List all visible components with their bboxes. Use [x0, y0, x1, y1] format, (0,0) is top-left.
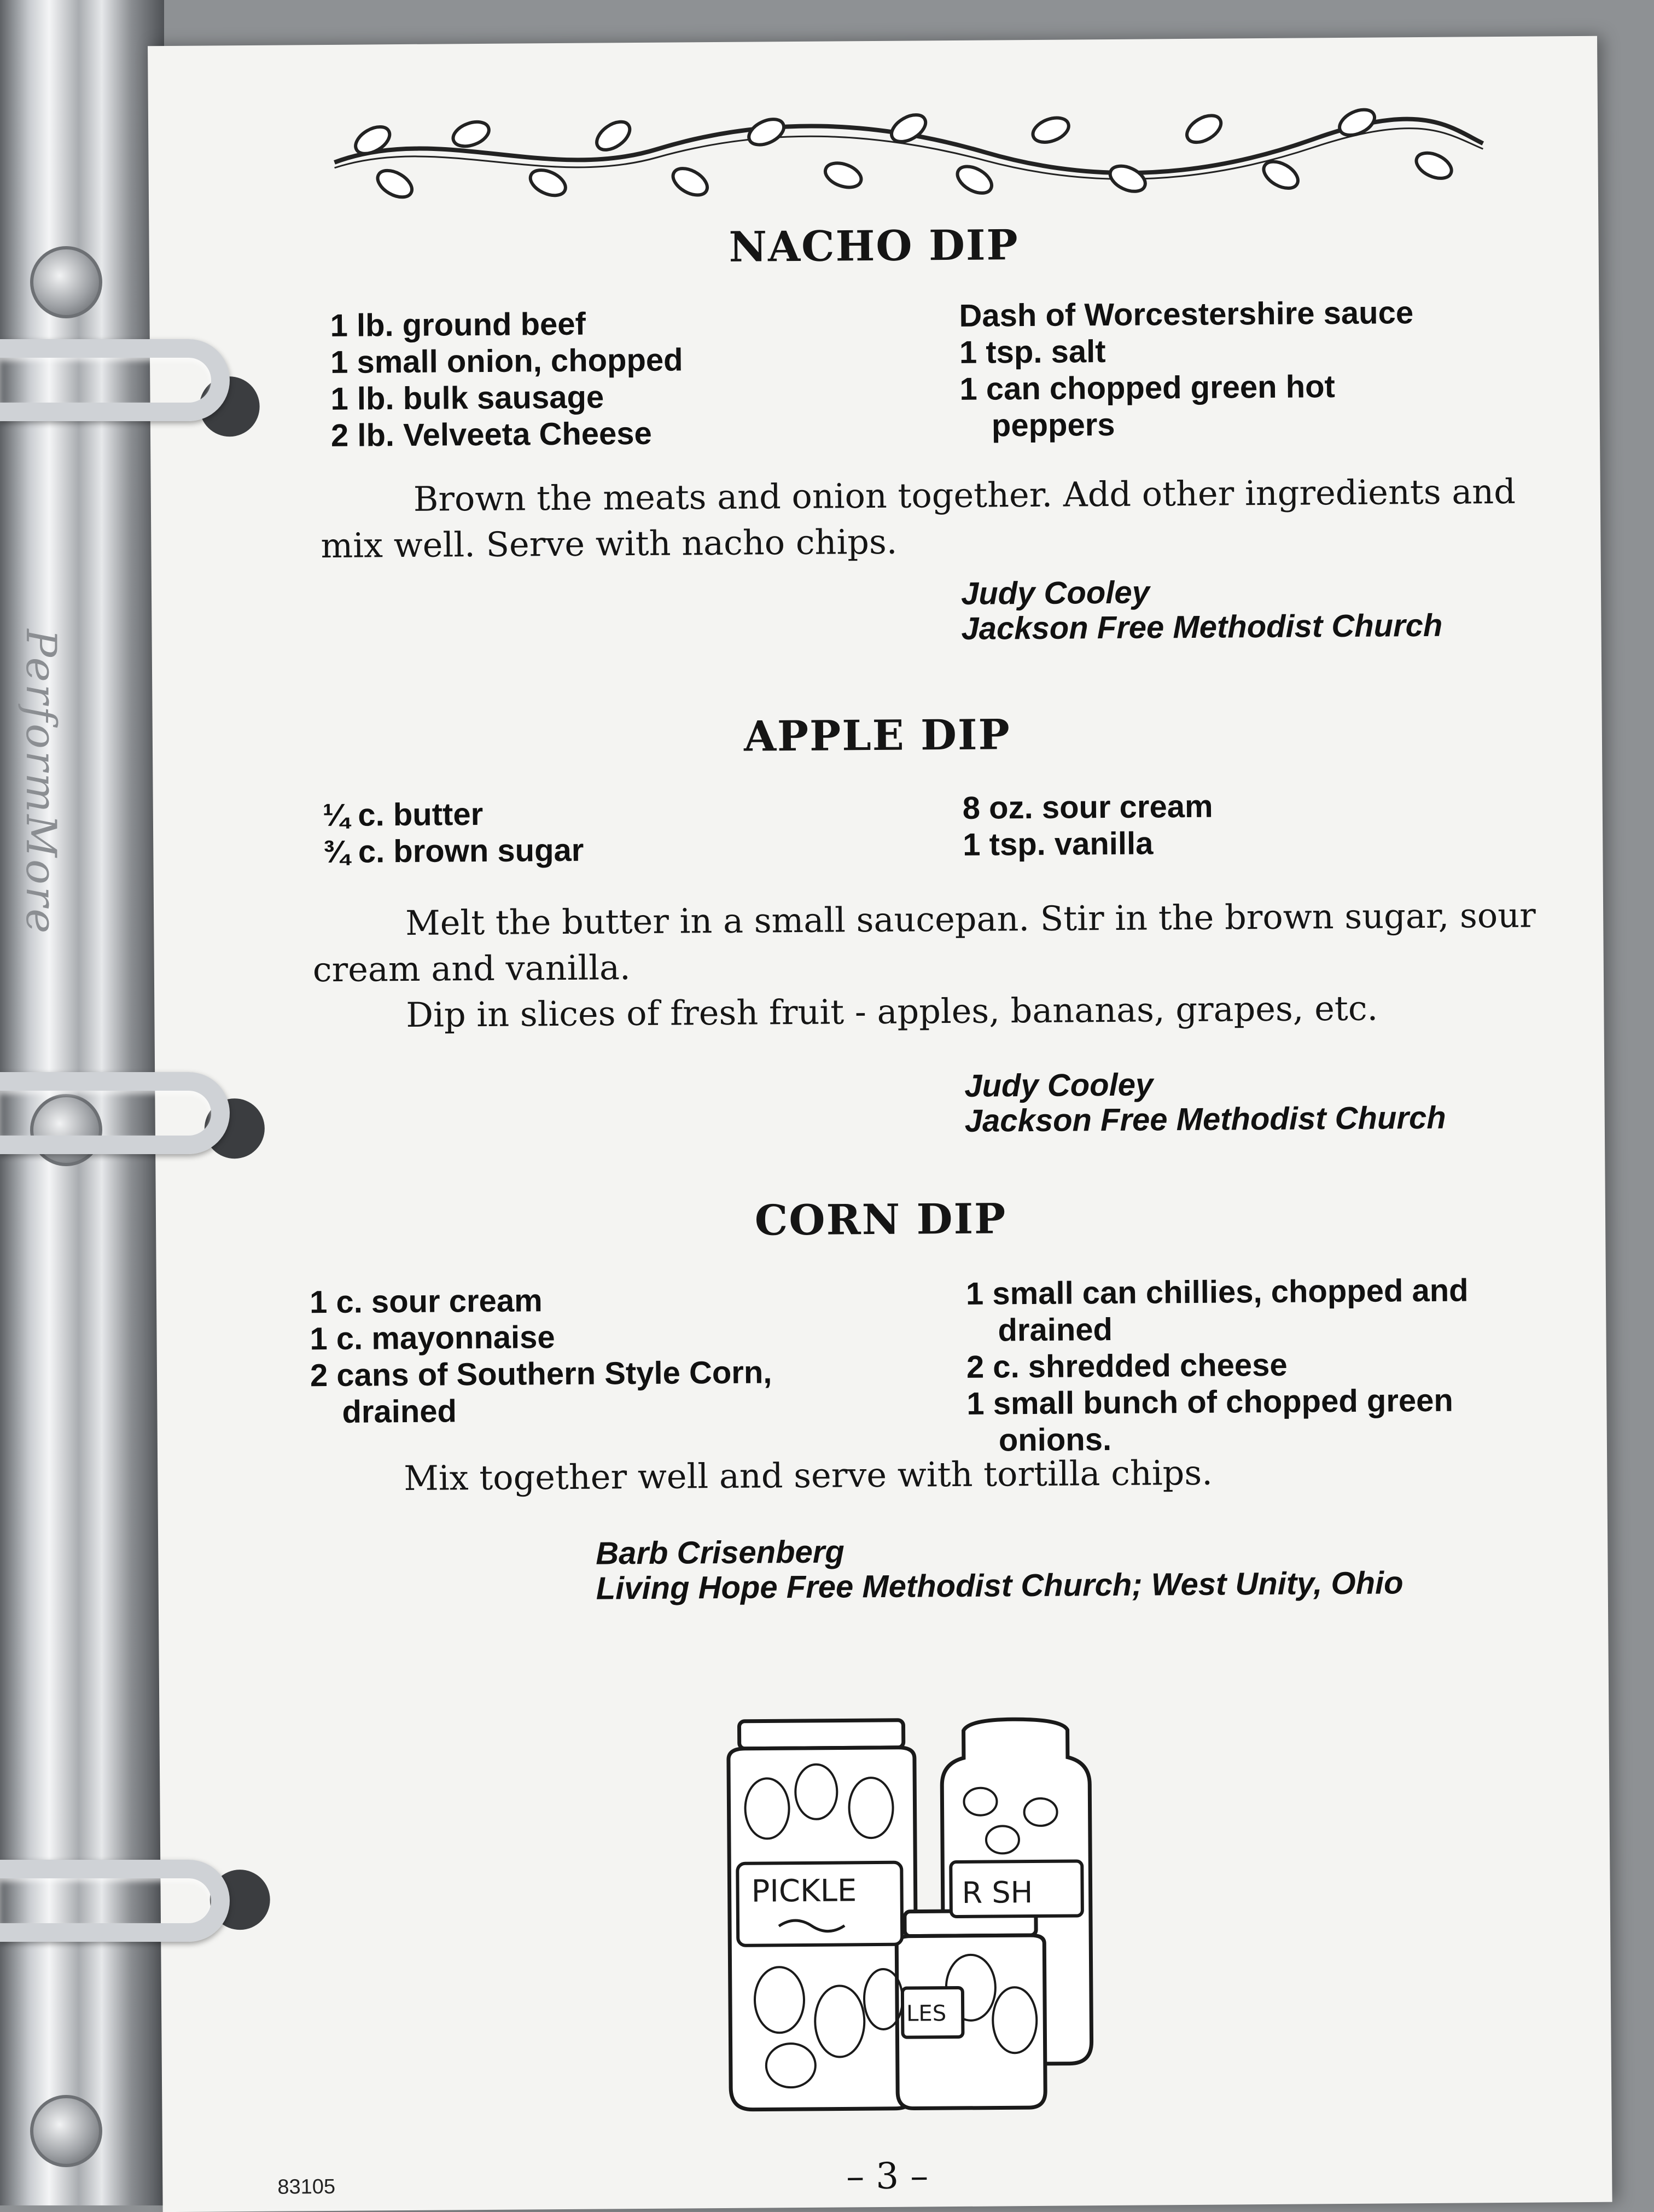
- recipe-title: NACHO DIP: [729, 220, 1019, 271]
- ingredient-line: 1 c. mayonnaise: [310, 1319, 555, 1357]
- recipe-directions: [312, 893, 1539, 1039]
- ingredient-line: drained: [342, 1393, 457, 1430]
- direction-paragraph: Brown the meats and onion together. Add other ingredients and mix well. Serve with nacho chips.: [321, 471, 1516, 566]
- recipe-directions: [311, 1448, 1536, 1503]
- ingredient-line: 1 c. sour cream: [309, 1283, 543, 1320]
- recipe-title: CORN DIP: [754, 1194, 1007, 1245]
- ingredient-line: 1 tsp. vanilla: [963, 825, 1154, 863]
- ingredient-line: 2 c. shredded cheese: [966, 1347, 1288, 1385]
- ingredients-right: [966, 1272, 1470, 1458]
- binder-rivet: [30, 246, 102, 318]
- credit-name: Barb Crisenberg: [596, 1534, 845, 1571]
- jar-label-pickle: PICKLE: [751, 1873, 857, 1910]
- jar-label-small: LES: [906, 2001, 947, 2027]
- footer-code: 83105: [277, 2175, 336, 2199]
- direction-paragraph: Dip in slices of fresh fruit - apples, bananas, grapes, etc.: [406, 988, 1378, 1035]
- recipe-directions: [321, 469, 1524, 569]
- ingredient-line: 1 lb. bulk sausage: [330, 379, 604, 417]
- binder-brand: PerformMore: [17, 629, 66, 936]
- credit-church: Jackson Free Methodist Church: [961, 607, 1443, 647]
- recipe-credit: [964, 1066, 1446, 1139]
- ingredient-line: 1 small bunch of chopped green: [966, 1382, 1454, 1422]
- direction-paragraph: Melt the butter in a small saucepan. Stir in the brown sugar, sour cream and vanilla.: [312, 895, 1536, 990]
- direction-paragraph: Mix together well and serve with tortilla chips.: [404, 1452, 1213, 1499]
- page-number: – 3 –: [846, 2155, 929, 2198]
- recipe-page: [148, 36, 1612, 2212]
- ingredient-line: 2 cans of Southern Style Corn,: [310, 1354, 772, 1394]
- binder-ring: [0, 1860, 230, 1942]
- ingredients-left: [323, 795, 584, 870]
- ingredients-left: [310, 1280, 772, 1430]
- recipe-credit: [596, 1530, 1403, 1606]
- ingredient-line: ¼ c. butter: [322, 796, 484, 834]
- credit-church: Living Hope Free Methodist Church; West Unity, Ohio: [596, 1565, 1403, 1606]
- ingredient-line: Dash of Worcestershire sauce: [959, 295, 1414, 334]
- ingredient-line: 1 tsp. salt: [959, 334, 1106, 370]
- ingredient-line: 1 small can chillies, chopped and: [965, 1272, 1469, 1312]
- ingredient-line: onions.: [998, 1422, 1112, 1458]
- ingredient-line: 8 oz. sour cream: [962, 788, 1213, 826]
- ingredient-line: 1 can chopped green hot: [959, 369, 1336, 407]
- ingredients-left: [330, 305, 683, 453]
- ingredient-line: 1 small onion, chopped: [330, 342, 683, 380]
- ingredient-line: ¾ c. brown sugar: [323, 832, 584, 870]
- credit-name: Judy Cooley: [964, 1067, 1154, 1104]
- recipe-credit: [961, 573, 1443, 647]
- recipe-title: APPLE DIP: [743, 710, 1011, 761]
- vine-ornament: [329, 94, 1489, 201]
- pickle-jars-illustration: [706, 1713, 1157, 2121]
- credit-church: Jackson Free Methodist Church: [964, 1099, 1446, 1139]
- binder-rivet: [30, 2095, 102, 2167]
- ingredient-line: drained: [998, 1311, 1113, 1348]
- ingredients-right: [959, 294, 1414, 444]
- ingredient-line: peppers: [991, 406, 1115, 444]
- binder-ring: [0, 339, 230, 421]
- ingredients-right: [963, 788, 1214, 863]
- ingredient-line: 2 lb. Velveeta Cheese: [330, 415, 653, 453]
- binder-ring: [0, 1072, 230, 1154]
- ingredient-line: 1 lb. ground beef: [330, 306, 586, 344]
- jar-label-relish: R SH: [962, 1875, 1033, 1910]
- credit-name: Judy Cooley: [960, 574, 1150, 612]
